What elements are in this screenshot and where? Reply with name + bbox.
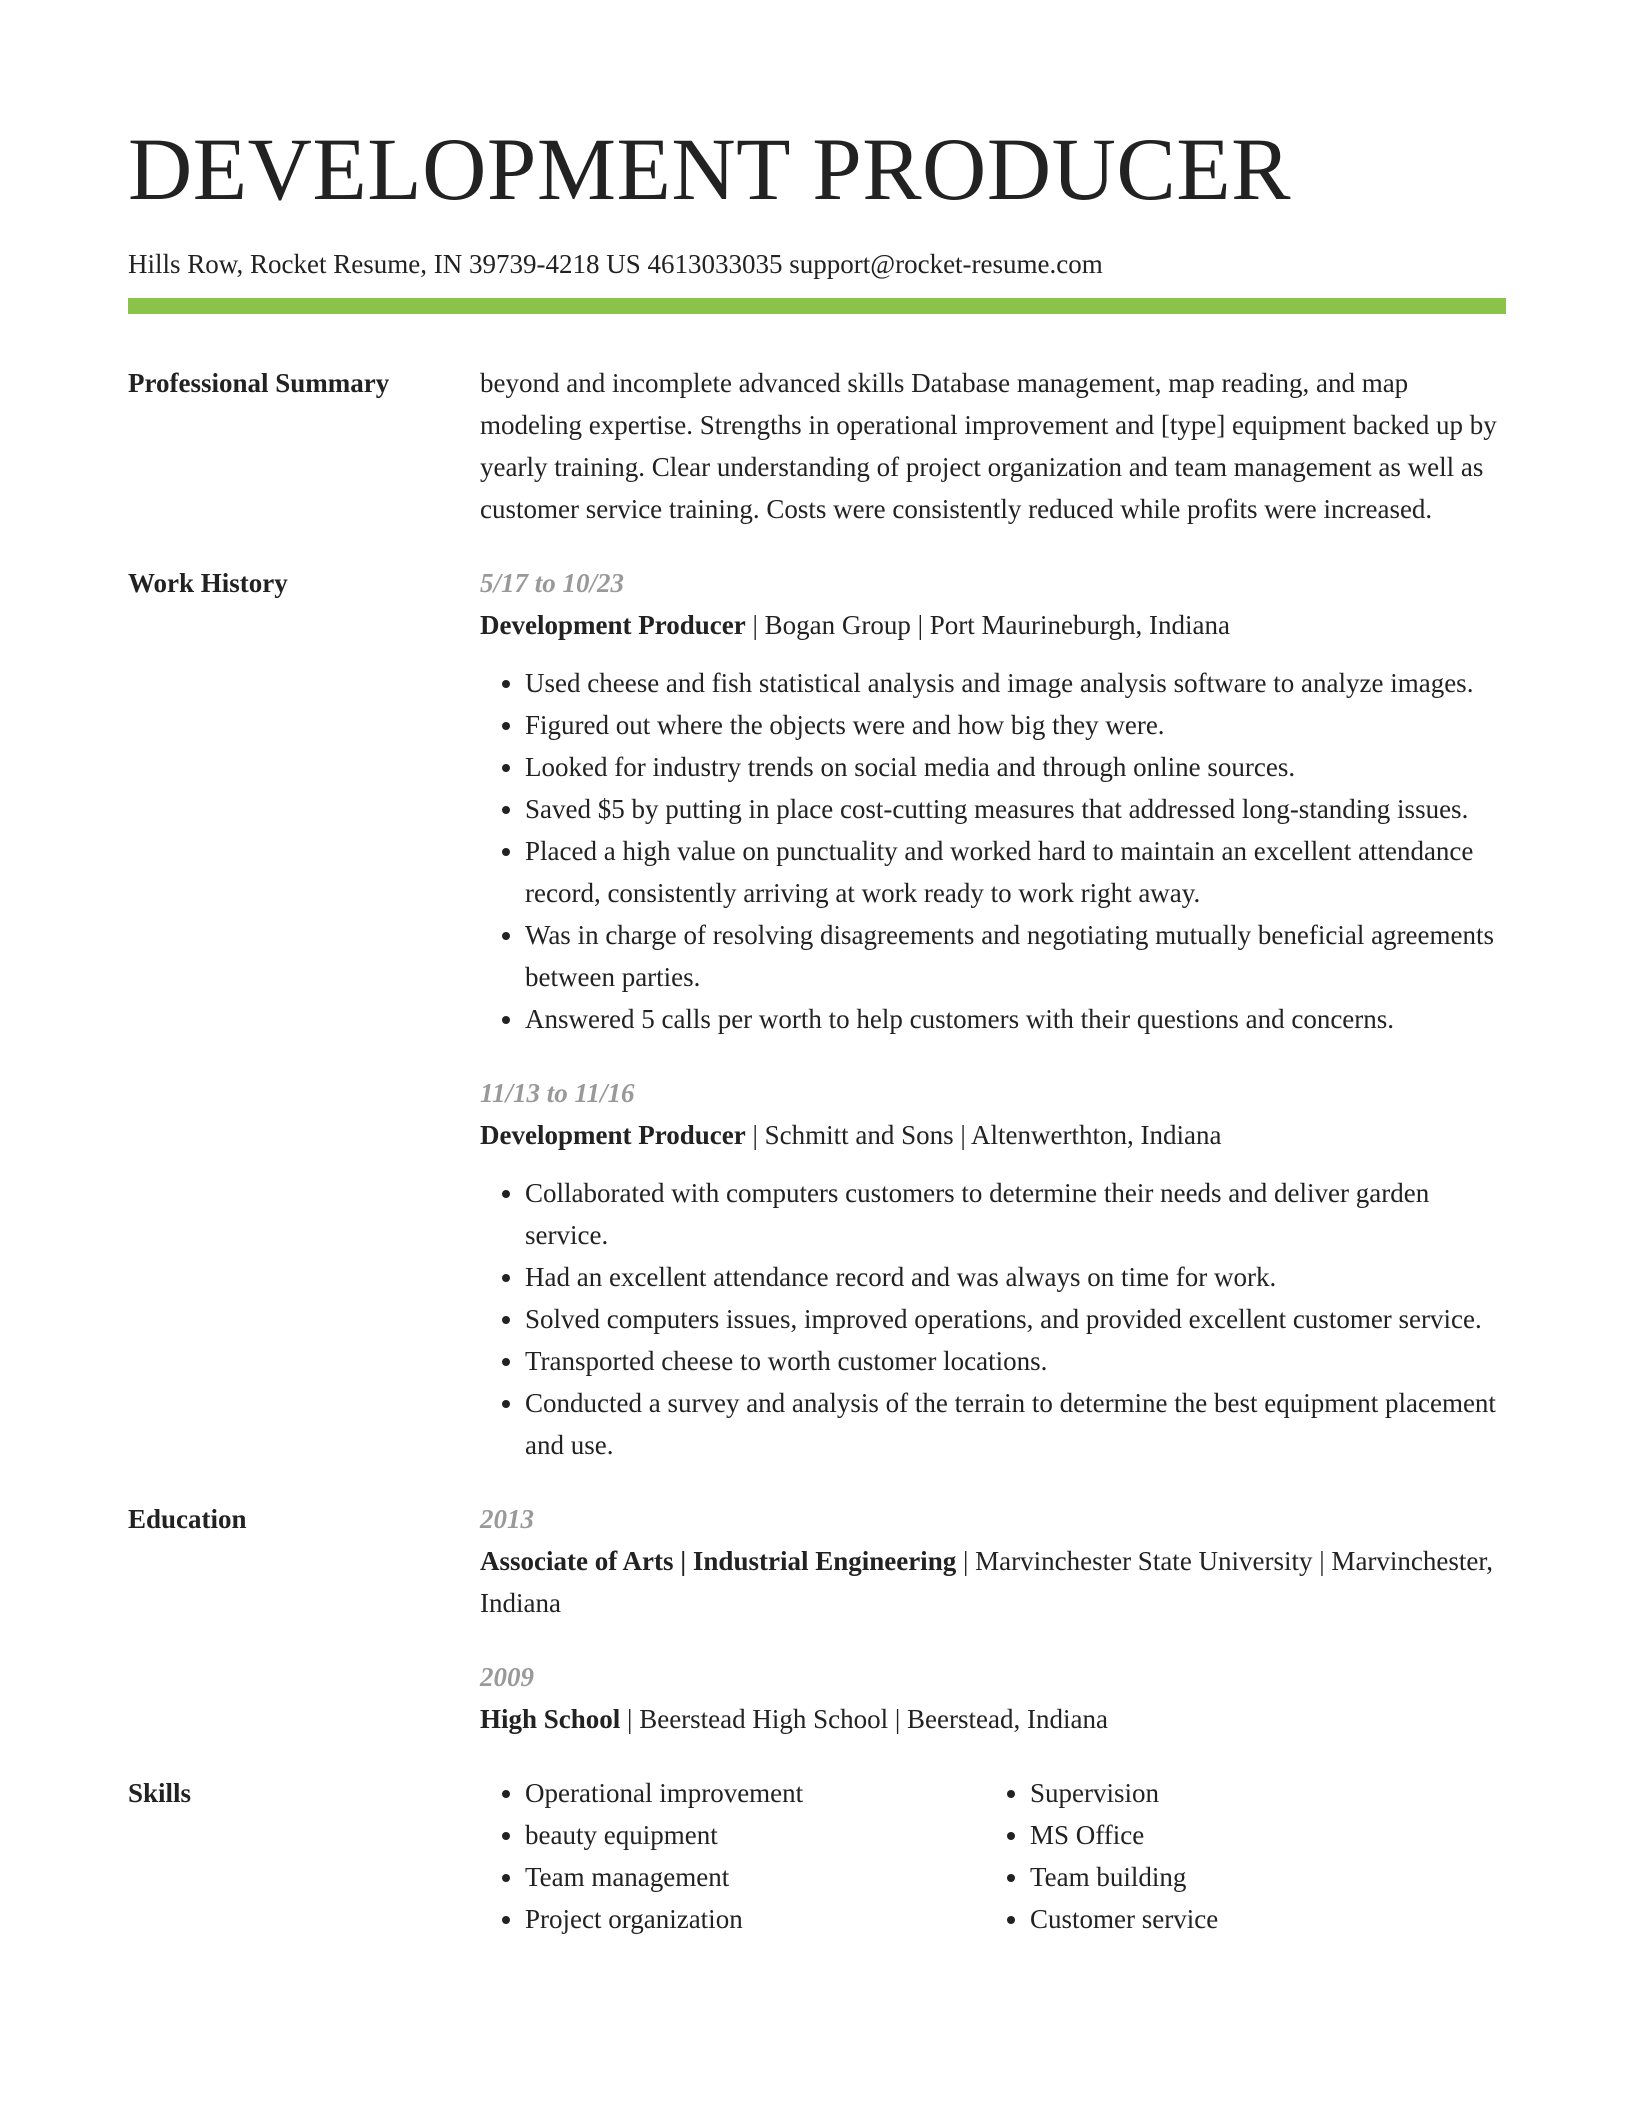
job-dates: 5/17 to 10/23 bbox=[480, 568, 625, 598]
education-entry bbox=[480, 1498, 1506, 1624]
skill-item: • Customer service bbox=[1030, 1898, 1506, 1940]
list-item: • Looked for industry trends on social media and through online sources. bbox=[525, 746, 1506, 788]
skill-item: • Operational improvement bbox=[525, 1772, 985, 1814]
skill-item: • Team building bbox=[1030, 1856, 1506, 1898]
education-line bbox=[480, 1540, 1506, 1624]
skills-list-right bbox=[985, 1772, 1506, 1940]
education-degree: High School bbox=[480, 1704, 621, 1734]
education-entry bbox=[480, 1656, 1506, 1740]
skill-item: • MS Office bbox=[1030, 1814, 1506, 1856]
job-role-line bbox=[480, 604, 1506, 646]
list-item: • Placed a high value on punctuality and worked hard to maintain an excellent attendance record, consistently arriving at work ready to work right away. bbox=[525, 830, 1506, 914]
education-section bbox=[128, 1498, 1506, 1740]
list-item: • Saved $5 by putting in place cost-cutting measures that addressed long-standing issues. bbox=[525, 788, 1506, 830]
skill-item: • Supervision bbox=[1030, 1772, 1506, 1814]
skills-section bbox=[128, 1772, 1506, 1940]
skills-body bbox=[480, 1772, 1506, 1940]
skill-item: • Project organization bbox=[525, 1898, 985, 1940]
education-details: | Marvinchester State University | Marvinchester, Indiana bbox=[480, 1546, 1494, 1618]
work-history-section bbox=[128, 562, 1506, 1466]
job-title: Development Producer bbox=[480, 610, 746, 640]
education-body bbox=[480, 1498, 1506, 1740]
job-dates: 11/13 to 11/16 bbox=[480, 1078, 635, 1108]
job-entry bbox=[480, 562, 1506, 1040]
skills-list-left bbox=[480, 1772, 985, 1940]
job-bullets bbox=[480, 662, 1506, 1040]
education-label: Education bbox=[128, 1504, 247, 1534]
list-item: • Had an excellent attendance record and was always on time for work. bbox=[525, 1256, 1506, 1298]
work-history-label: Work History bbox=[128, 568, 288, 598]
list-item: • Conducted a survey and analysis of the terrain to determine the best equipment placement and use. bbox=[525, 1382, 1506, 1466]
job-details: | Bogan Group | Port Maurineburgh, Indiana bbox=[745, 610, 1230, 640]
list-item: • Was in charge of resolving disagreements and negotiating mutually beneficial agreements between parties. bbox=[525, 914, 1506, 998]
list-item: • Answered 5 calls per worth to help customers with their questions and concerns. bbox=[525, 998, 1506, 1040]
list-item: • Collaborated with computers customers to determine their needs and deliver garden service. bbox=[525, 1172, 1506, 1256]
list-item: • Figured out where the objects were and how big they were. bbox=[525, 704, 1506, 746]
skills-label: Skills bbox=[128, 1778, 192, 1808]
accent-divider bbox=[128, 298, 1506, 314]
resume-name: DEVELOPMENT PRODUCER bbox=[128, 121, 1291, 219]
list-item: • Used cheese and fish statistical analysis and image analysis software to analyze images. bbox=[525, 662, 1506, 704]
summary-section bbox=[128, 362, 1506, 530]
education-year: 2009 bbox=[480, 1662, 534, 1692]
job-details: | Schmitt and Sons | Altenwerthton, Indiana bbox=[745, 1120, 1222, 1150]
summary-label: Professional Summary bbox=[128, 368, 390, 398]
list-item: • Transported cheese to worth customer locations. bbox=[525, 1340, 1506, 1382]
contact-line: Hills Row, Rocket Resume, IN 39739-4218 US 4613033035 support@rocket-resume.com bbox=[128, 249, 1103, 279]
skill-item: • beauty equipment bbox=[525, 1814, 985, 1856]
education-details: | Beerstead High School | Beerstead, Indiana bbox=[620, 1704, 1108, 1734]
job-role-line bbox=[480, 1114, 1506, 1156]
job-entry bbox=[480, 1072, 1506, 1466]
work-history-body bbox=[480, 562, 1506, 1466]
resume-page bbox=[128, 120, 1506, 1940]
job-bullets bbox=[480, 1172, 1506, 1466]
education-year: 2013 bbox=[480, 1504, 534, 1534]
job-title: Development Producer bbox=[480, 1120, 746, 1150]
summary-text: beyond and incomplete advanced skills Database management, map reading, and map modeling expertise. Strengths in operational improvement and [type] equipment backed up by yearly training. Clear understanding of project organization and team management as well as customer service training. Costs were consistently reduced while profits were increased. bbox=[480, 368, 1497, 524]
list-item: • Solved computers issues, improved operations, and provided excellent customer service. bbox=[525, 1298, 1506, 1340]
education-degree: Associate of Arts | Industrial Engineering bbox=[480, 1546, 957, 1576]
skill-item: • Team management bbox=[525, 1856, 985, 1898]
skills-grid bbox=[480, 1772, 1506, 1940]
education-line bbox=[480, 1698, 1506, 1740]
